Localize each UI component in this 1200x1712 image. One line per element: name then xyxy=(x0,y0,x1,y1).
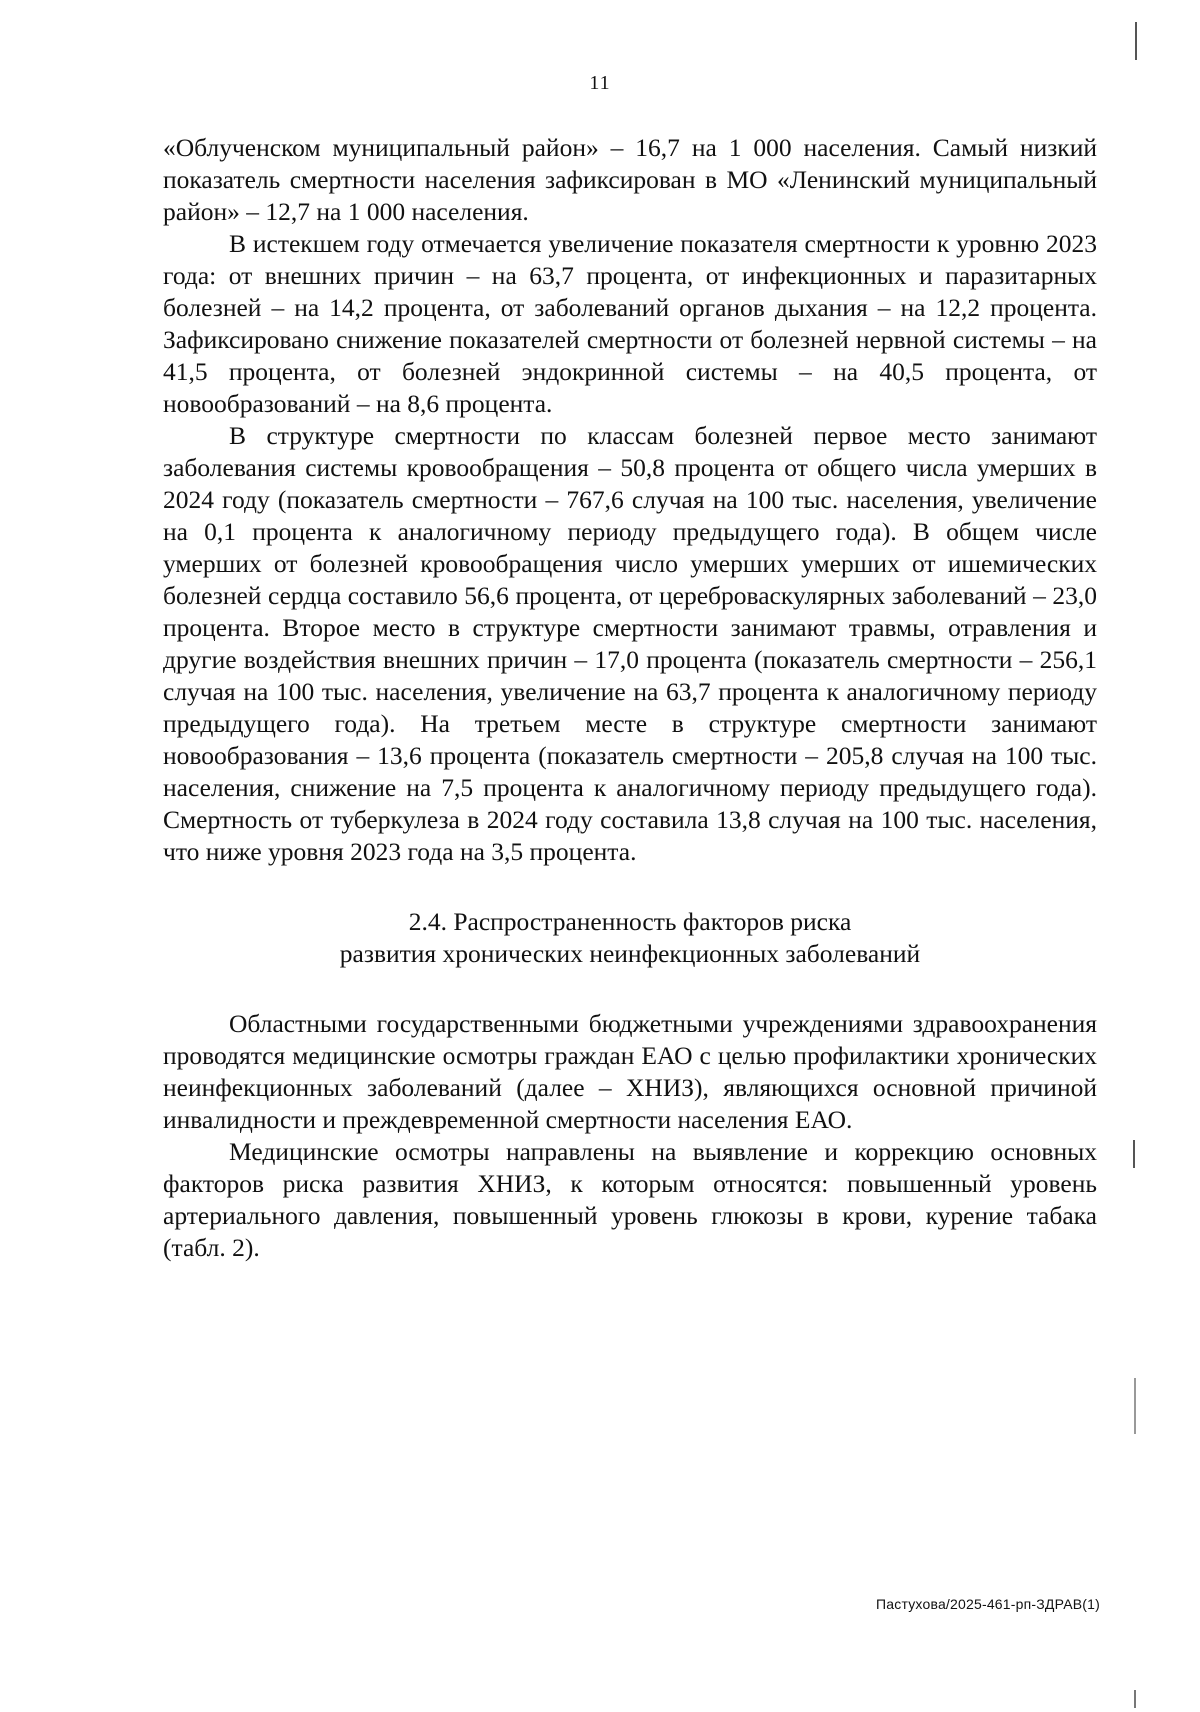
paragraph-mortality-structure: В структуре смертности по классам болезней первое место занимают заболевания системы кровообращения – 50,8 процента от общего числа умерших в 2024 году (показатель смертности – 767,6 случая на 100 тыс. населения, увеличение на 0,1 процента к аналогичному периоду предыдущего года). В общем числе умерших от болезней кровообращения число умерших умерших от ишемических болезней сердца составило 56,6 процента, от цереброваскулярных заболеваний – 23,0 процента. Второе место в структуре смертности занимают травмы, отравления и другие воздействия внешних причин – 17,0 процента (показатель смертности – 256,1 случая на 100 тыс. населения, увеличение на 63,7 процента к аналогичному периоду предыдущего года). На третьем месте в структуре смертности занимают новообразования – 13,6 процента (показатель смертности – 205,8 случая на 100 тыс. населения, снижение на 7,5 процента к аналогичному периоду предыдущего года). Смертность от туберкулеза в 2024 году составила 13,8 случая на 100 тыс. населения, что ниже уровня 2023 года на 3,5 процента. xyxy=(163,421,1097,866)
scan-edge-mark xyxy=(1133,1140,1135,1168)
paragraph-risk-factors: Медицинские осмотры направлены на выявление и коррекцию основных факторов риска развития ХНИЗ, к которым относятся: повышенный уровень артериального давления, повышенный уровень глюкозы в крови, курение табака (табл. 2). xyxy=(163,1137,1097,1262)
paragraph-continuation: «Облученском муниципальный район» – 16,7 на 1 000 населения. Самый низкий показатель смертности населения зафиксирован в МО «Ленинский муниципальный район» – 12,7 на 1 000 населения. xyxy=(163,133,1097,226)
scan-edge-mark xyxy=(1134,1378,1136,1434)
paragraph-mortality-increase: В истекшем году отмечается увеличение показателя смертности к уровню 2023 года: от внешних причин – на 63,7 процента, от инфекционных и паразитарных болезней – на 14,2 процента, от заболеваний органов дыхания – на 12,2 процента. Зафиксировано снижение показателей смертности от болезней нервной системы – на 41,5 процента, от болезней эндокринной системы – на 40,5 процента, от новообразований – на 8,6 процента. xyxy=(163,229,1097,418)
section-heading-line-2: развития хронических неинфекционных заболеваний xyxy=(339,939,921,968)
section-heading-line-1: 2.4. Распространенность факторов риска xyxy=(408,907,852,936)
scan-edge-mark xyxy=(1135,22,1137,60)
page-number: 11 xyxy=(589,72,611,94)
paragraph-medical-exams: Областными государственными бюджетными учреждениями здравоохранения проводятся медицинские осмотры граждан ЕАО с целью профилактики хронических неинфекционных заболеваний (далее – ХНИЗ), являющихся основной причиной инвалидности и преждевременной смертности населения ЕАО. xyxy=(163,1009,1097,1134)
document-registration-code: Пастухова/2025-461-рп-ЗДРАВ(1) xyxy=(876,1596,1100,1612)
scan-edge-mark xyxy=(1134,1690,1136,1708)
section-heading xyxy=(163,906,1097,970)
document-body xyxy=(163,132,1097,1264)
